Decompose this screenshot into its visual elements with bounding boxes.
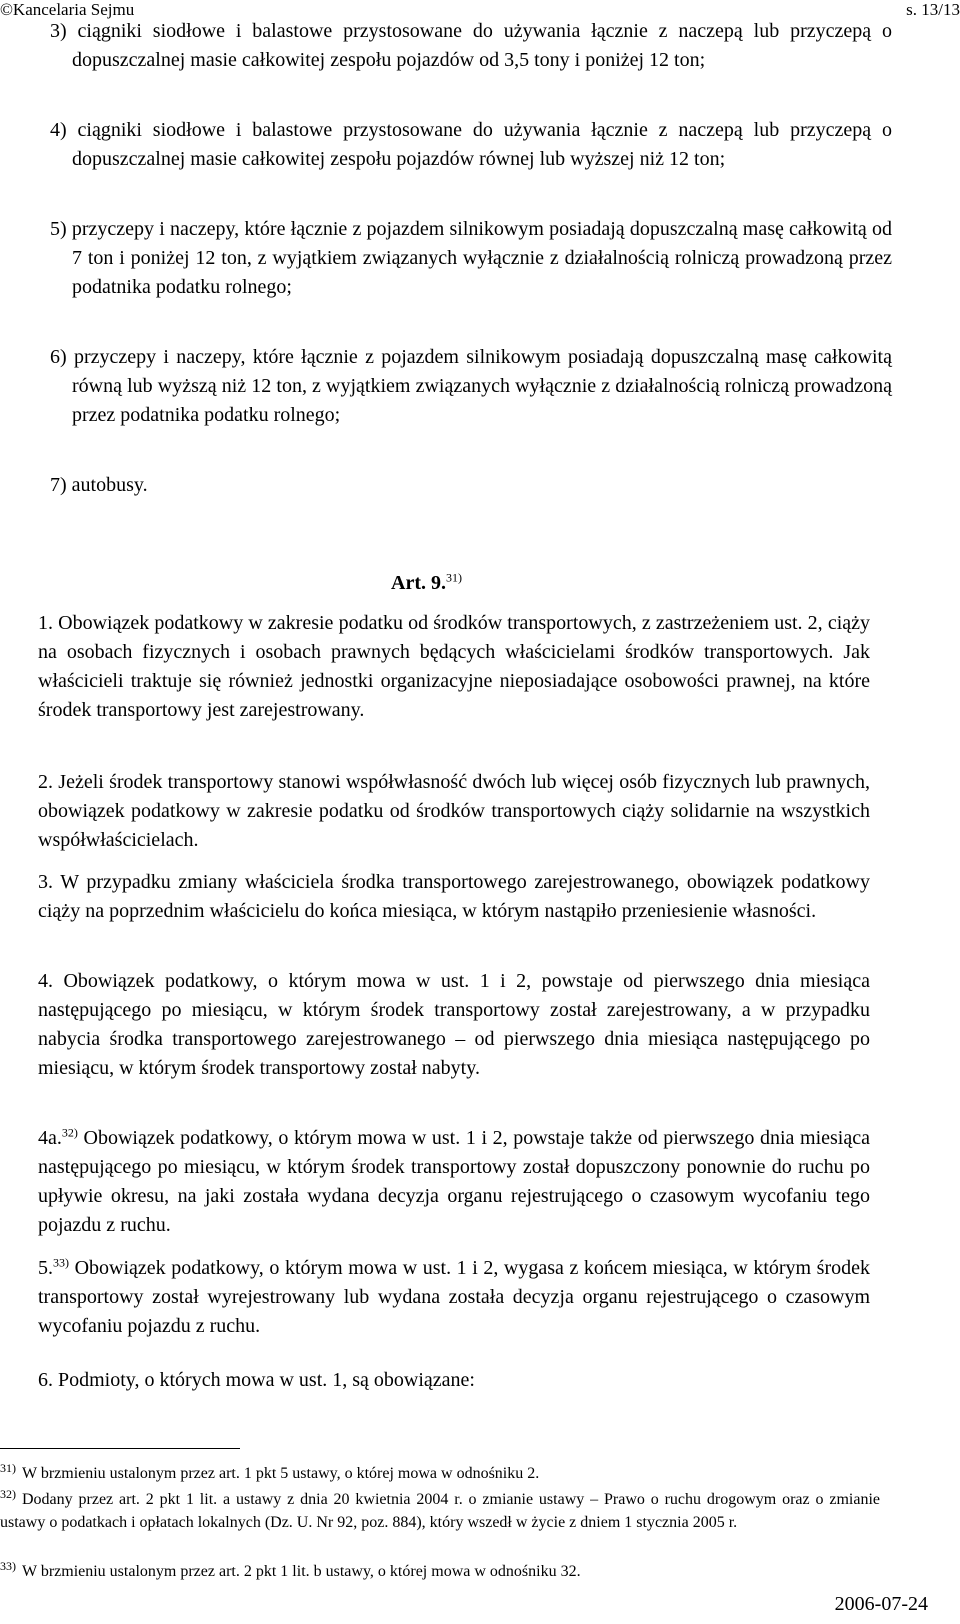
footnote-separator xyxy=(0,1448,240,1449)
paragraph-5 xyxy=(38,1254,870,1341)
paragraph-text: Jeżeli środek transportowy stanowi współwłasność dwóch lub więcej osób fizycznych lub prawnych, obowiązek podatkowy w zakresie podatku od środków transportowych ciąży solidarnie na wszystkich współwłaścicielach. xyxy=(38,771,870,851)
paragraph-text: Obowiązek podatkowy, o którym mowa w ust. 1 i 2, powstaje także od pierwszego dnia miesiąca następującego po miesiącu, w którym środek transportowy został dopuszczony ponownie do ruchu po upływie okresu, na jaki została wydana decyzja organu rejestrującego o czasowym wycofaniu tego pojazdu z ruchu. xyxy=(38,1127,870,1236)
paragraph-number: 2. xyxy=(38,771,53,793)
paragraph-number: 4. xyxy=(38,970,53,992)
footnote-33: 33) W brzmieniu ustalonym przez art. 2 pkt 1 lit. b ustawy, o której mowa w odnośniku 32. xyxy=(0,1558,581,1580)
paragraph-text: W przypadku zmiany właściciela środka transportowego zarejestrowanego, obowiązek podatkowy ciąży na poprzednim właścicielu do końca miesiąca, w którym nastąpiło przeniesienie własności. xyxy=(38,871,870,922)
list-item-3: 3) ciągniki siodłowe i balastowe przystosowane do używania łącznie z naczepą lub przyczepą o dopuszczalnej masie całkowitej zespołu pojazdów od 3,5 tony i poniżej 12 ton; xyxy=(50,20,892,71)
footnote-text: W brzmieniu ustalonym przez art. 2 pkt 1 lit. b ustawy, o której mowa w odnośniku 32. xyxy=(22,1563,581,1580)
paragraph-4a xyxy=(38,1124,870,1240)
paragraph-footnote-ref: 33) xyxy=(53,1255,69,1270)
paragraph-text: Podmioty, o których mowa w ust. 1, są obowiązane: xyxy=(58,1369,475,1391)
paragraph-number: 4a. xyxy=(38,1127,62,1149)
article-footnote-ref: 31) xyxy=(445,570,462,585)
footnote-31: 31) W brzmieniu ustalonym przez art. 1 pkt 5 ustawy, o której mowa w odnośniku 2. xyxy=(0,1460,540,1482)
paragraph-footnote-ref: 32) xyxy=(61,1125,78,1140)
paragraph-6 xyxy=(38,1366,870,1395)
paragraph-1 xyxy=(38,609,870,725)
paragraph-text: Obowiązek podatkowy, o którym mowa w ust. 1 i 2, wygasa z końcem miesiąca, w którym środek transportowy został wyrejestrowany lub wydana została decyzja organu rejestrującego o czasowym wycofaniu pojazdu z ruchu. xyxy=(38,1257,871,1337)
footnote-32: 32) Dodany przez art. 2 pkt 1 lit. a ustawy z dnia 20 kwietnia 2004 r. o zmianie ustawy – Prawo o ruchu drogowym oraz o zmianie ustawy o podatkach i opłatach lokalnych (Dz. U. Nr 92, poz. 884), który wszedł w życie z dniem 1 stycznia 2005 r. xyxy=(0,1486,880,1531)
article-title: Art. 9. xyxy=(391,572,446,594)
paragraph-text: Obowiązek podatkowy, o którym mowa w ust. 1 i 2, powstaje od pierwszego dnia miesiąca następującego po miesiącu, w którym środek transportowy został zarejestrowany, a w przypadku nabycia środka transportowego zarejestrowanego – od pierwszego dnia miesiąca następującego po miesiącu, w którym środek transportowy został nabyty. xyxy=(38,970,870,1079)
paragraph-number: 3. xyxy=(38,871,53,893)
paragraph-3 xyxy=(38,868,870,926)
list-item-7: 7) autobusy. xyxy=(50,474,148,496)
header-page-number: s. 13/13 xyxy=(906,0,960,19)
header-copyright: ©Kancelaria Sejmu xyxy=(0,0,135,19)
paragraph-4 xyxy=(38,967,870,1083)
footer-date: 2006-07-24 xyxy=(834,1593,928,1615)
paragraph-number: 6. xyxy=(38,1369,53,1391)
list-item-5: 5) przyczepy i naczepy, które łącznie z pojazdem silnikowym posiadają dopuszczalną masę całkowitą od 7 ton i poniżej 12 ton, z wyjątkiem związanych wyłącznie z działalnością rolniczą prowadzoną przez podatnika podatku rolnego; xyxy=(50,218,892,298)
footnote-text: W brzmieniu ustalonym przez art. 1 pkt 5 ustawy, o której mowa w odnośniku 2. xyxy=(22,1465,540,1482)
paragraph-2 xyxy=(38,768,870,855)
footnote-text: Dodany przez art. 2 pkt 1 lit. a ustawy z dnia 20 kwietnia 2004 r. o zmianie ustawy – Prawo o ruchu drogowym oraz o zmianie ustawy o podatkach i opłatach lokalnych (Dz. U. Nr 92, poz. 884), który wszedł w życie z dniem 1 stycznia 2005 r. xyxy=(0,1491,880,1531)
list-item-4: 4) ciągniki siodłowe i balastowe przystosowane do używania łącznie z naczepą lub przyczepą o dopuszczalnej masie całkowitej zespołu pojazdów równej lub wyższej niż 12 ton; xyxy=(50,119,892,170)
paragraph-number: 5. xyxy=(38,1257,53,1279)
paragraph-text: Obowiązek podatkowy w zakresie podatku od środków transportowych, z zastrzeżeniem ust. 2, ciąży na osobach fizycznych i osobach prawnych będących właścicielami środków transportowych. Jak właścicieli traktuje się również jednostki organizacyjne nieposiadające osobowości prawnej, na które środek transportowy jest zarejestrowany. xyxy=(38,612,871,721)
paragraph-number: 1. xyxy=(38,612,53,634)
article-heading xyxy=(391,569,462,598)
list-item-6: 6) przyczepy i naczepy, które łącznie z pojazdem silnikowym posiadają dopuszczalną masę całkowitą równą lub wyższą niż 12 ton, z wyjątkiem związanych wyłącznie z działalnością rolniczą prowadzoną przez podatnika podatku rolnego; xyxy=(50,346,892,426)
